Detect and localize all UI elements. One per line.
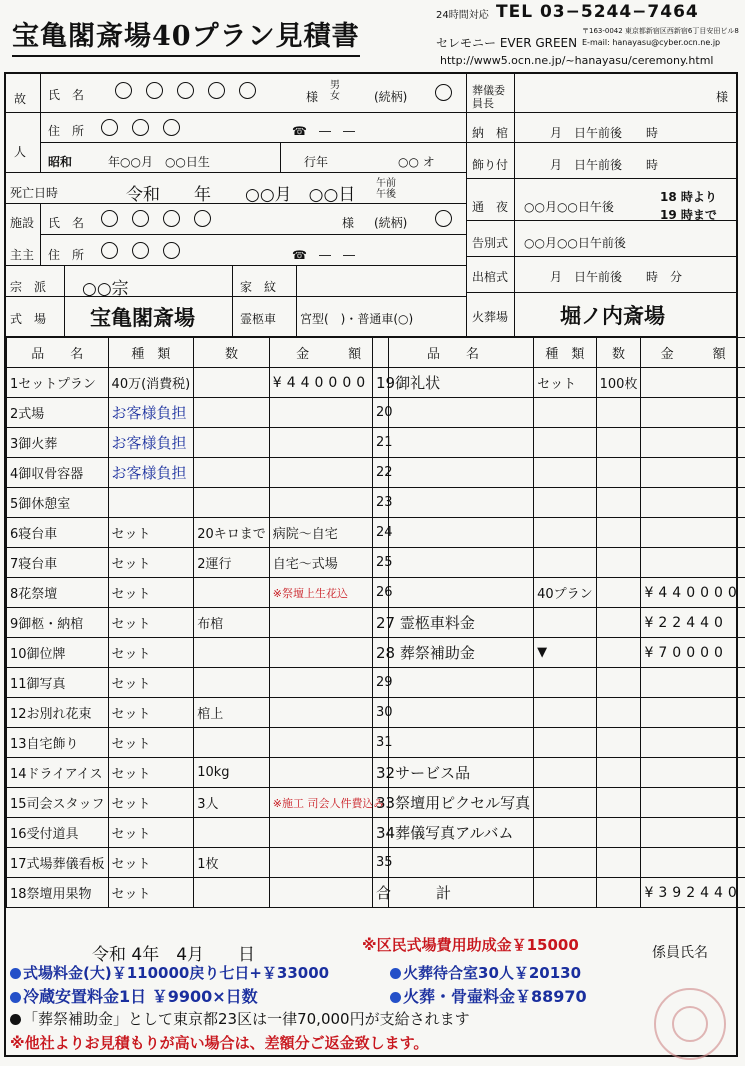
item-name-cell: 4御収骨容器 <box>7 458 109 488</box>
item-name-cell: 24 <box>373 518 534 548</box>
phone-field: ☎ ― ― <box>292 124 355 138</box>
item-qty-cell: 布棺 <box>194 608 270 638</box>
item-name-cell: 16受付道具 <box>7 818 109 848</box>
grid-line <box>466 178 736 179</box>
tsuya-from: 18 時より <box>660 190 717 204</box>
table-row <box>373 668 745 698</box>
item-qty-cell <box>194 458 270 488</box>
item-amount-cell: ¥440000 <box>269 368 388 398</box>
item-amount-cell: ¥392440 <box>641 878 745 908</box>
item-qty-cell <box>194 368 270 398</box>
subsidy-note: ※区民式場費用助成金￥15000 <box>362 936 579 954</box>
grid-line <box>64 265 65 336</box>
item-amount-cell <box>269 818 388 848</box>
item-type-cell: お客様負担 <box>108 428 194 458</box>
item-qty-cell <box>194 428 270 458</box>
item-type-cell: セット <box>108 788 194 818</box>
item-name-cell: 33祭壇用ピクセル写真 <box>373 788 534 818</box>
item-amount-cell: ¥440000 <box>641 578 745 608</box>
item-amount-cell: ¥70000 <box>641 638 745 668</box>
table-row <box>7 368 389 398</box>
company-email: E-mail: hanayasu@cyber.ocn.ne.jp <box>582 38 721 47</box>
item-amount-cell <box>269 428 388 458</box>
item-name-cell: 11御写真 <box>7 668 109 698</box>
item-name-cell: 17式場葬儀看板 <box>7 848 109 878</box>
item-name-cell: 32サービス品 <box>373 758 534 788</box>
table-row <box>373 608 745 638</box>
item-type-cell: セット <box>108 608 194 638</box>
grid-line <box>40 142 466 143</box>
applicant-name-label: 氏 名 <box>48 216 85 230</box>
table-row <box>373 428 745 458</box>
grid-line <box>466 74 467 336</box>
table-row <box>7 758 389 788</box>
table-row <box>373 788 745 818</box>
item-type-cell <box>534 548 597 578</box>
item-type-cell: セット <box>108 758 194 788</box>
tsuya-label: 通 夜 <box>472 200 509 214</box>
item-type-cell: ▼ <box>534 638 597 668</box>
item-name-cell: 31 <box>373 728 534 758</box>
item-name-cell: 25 <box>373 548 534 578</box>
crest-label: 家 紋 <box>240 280 277 294</box>
kazari-label: 飾り付 <box>472 158 509 172</box>
item-type-cell: セット <box>108 878 194 908</box>
bullet-icon <box>10 1014 21 1025</box>
item-amount-cell <box>269 488 388 518</box>
sama-label: 様 <box>306 90 319 104</box>
table-row <box>7 818 389 848</box>
item-amount-cell: 自宅〜式場 <box>269 548 388 578</box>
grid-line <box>6 172 466 173</box>
death-label: 死亡日時 <box>10 186 59 200</box>
item-amount-cell <box>269 758 388 788</box>
address-circles <box>94 119 187 136</box>
bullet-icon <box>10 968 21 979</box>
table-row <box>373 698 745 728</box>
item-type-cell <box>534 788 597 818</box>
item-qty-cell: 20キロまで <box>194 518 270 548</box>
item-type-cell <box>534 458 597 488</box>
item-qty-cell <box>596 698 641 728</box>
table-row <box>373 818 745 848</box>
item-name-cell: 19御礼状 <box>373 368 534 398</box>
item-amount-cell <box>641 518 745 548</box>
table-header-row <box>7 338 389 368</box>
item-qty-cell <box>596 638 641 668</box>
table-header-row <box>373 338 745 368</box>
item-amount-cell <box>269 398 388 428</box>
item-type-cell: セット <box>108 578 194 608</box>
item-name-cell: 35 <box>373 848 534 878</box>
note-waiting-room: 火葬待合室30人￥20130 <box>390 962 581 983</box>
applicant-relation-circle <box>428 210 459 227</box>
table-row <box>373 398 745 428</box>
note-venue-fee: 式場料金(大)￥110000戻り七日+￥33000 <box>10 962 329 983</box>
item-amount-cell: 病院〜自宅 <box>269 518 388 548</box>
table-row <box>7 398 389 428</box>
item-name-cell: 合 計 <box>373 878 534 908</box>
col-header-qty: 数 <box>596 338 641 368</box>
grid-line <box>466 142 736 143</box>
col-header-type: 種 類 <box>534 338 597 368</box>
item-qty-cell <box>194 488 270 518</box>
note-refund: ※他社よりお見積もりが高い場合は、差額分ご返金致します。 <box>10 1034 429 1052</box>
table-row <box>7 548 389 578</box>
table-row <box>373 848 745 878</box>
item-amount-cell <box>269 638 388 668</box>
item-qty-cell: 10kg <box>194 758 270 788</box>
hearse-label: 霊柩車 <box>240 312 277 326</box>
table-row <box>373 458 745 488</box>
grid-line <box>6 112 466 113</box>
item-amount-cell <box>641 428 745 458</box>
col-header-amount: 金 額 <box>269 338 388 368</box>
applicant-relation: (続柄) <box>374 216 408 230</box>
hours-label: 24時間対応 <box>436 10 489 21</box>
table-row <box>7 428 389 458</box>
tsuya-date: ○○月○○日午後 <box>524 200 614 214</box>
item-qty-cell: 棺上 <box>194 698 270 728</box>
address-label: 住 所 <box>48 124 85 138</box>
item-name-cell: 10御位牌 <box>7 638 109 668</box>
item-name-cell: 14ドライアイス <box>7 758 109 788</box>
nokan-date: 月 日午前後 時 <box>550 126 659 140</box>
item-name-cell: 6寝台車 <box>7 518 109 548</box>
item-amount-cell <box>641 698 745 728</box>
grid-line <box>466 256 736 257</box>
item-name-cell: 34葬儀写真アルバム <box>373 818 534 848</box>
item-name-cell: 29 <box>373 668 534 698</box>
venue-value: 宝亀閣斎場 <box>90 305 195 330</box>
item-amount-cell <box>641 548 745 578</box>
item-amount-cell: ※祭壇上生花込 <box>269 578 388 608</box>
table-row <box>7 698 389 728</box>
col-header-qty: 数 <box>194 338 270 368</box>
item-type-cell: 40万(消費税) <box>108 368 194 398</box>
company-seal <box>654 988 726 1060</box>
item-name-cell: 26 <box>373 578 534 608</box>
item-amount-cell <box>641 848 745 878</box>
grid-line <box>232 265 233 336</box>
item-name-cell: 28 葬祭補助金 <box>373 638 534 668</box>
table-row <box>7 668 389 698</box>
item-qty-cell <box>596 458 641 488</box>
venue-label: 式 場 <box>10 312 47 326</box>
kokubetsu-label: 告別式 <box>472 236 509 250</box>
col-header-amount: 金 額 <box>641 338 745 368</box>
item-amount-cell: ¥22440 <box>641 608 745 638</box>
item-type-cell <box>534 518 597 548</box>
name-circles <box>108 82 263 99</box>
item-amount-cell <box>641 758 745 788</box>
item-name-cell: 5御休憩室 <box>7 488 109 518</box>
table-row <box>373 578 745 608</box>
item-amount-cell <box>269 848 388 878</box>
document-title: 宝亀閣斎場40プラン見積書 <box>12 14 360 57</box>
item-qty-cell <box>596 878 641 908</box>
table-row <box>373 638 745 668</box>
item-name-cell: 27 霊柩車料金 <box>373 608 534 638</box>
table-row <box>7 728 389 758</box>
table-row <box>373 368 745 398</box>
item-qty-cell <box>596 608 641 638</box>
item-name-cell: 20 <box>373 398 534 428</box>
applicant-address-label: 住 所 <box>48 248 85 262</box>
item-name-cell: 8花祭壇 <box>7 578 109 608</box>
company-url: http://www5.ocn.ne.jp/~hanayasu/ceremony.html <box>440 54 714 67</box>
era-label: 昭和 <box>48 155 73 169</box>
deceased-label: 故 <box>14 92 27 106</box>
item-type-cell <box>534 848 597 878</box>
item-qty-cell: 1枚 <box>194 848 270 878</box>
item-type-cell <box>534 698 597 728</box>
item-amount-cell <box>269 668 388 698</box>
grid-line <box>40 203 41 265</box>
item-type-cell <box>534 818 597 848</box>
table-row <box>7 458 389 488</box>
chief-label: 主主 <box>10 248 35 262</box>
table-row <box>7 608 389 638</box>
item-type-cell: お客様負担 <box>108 458 194 488</box>
birth-date: 年○○月 ○○日生 <box>108 155 210 169</box>
item-amount-cell <box>641 458 745 488</box>
item-type-cell <box>534 398 597 428</box>
grid-line <box>40 234 466 235</box>
table-row <box>373 518 745 548</box>
bullet-icon <box>390 968 401 979</box>
item-qty-cell <box>194 878 270 908</box>
item-qty-cell <box>596 578 641 608</box>
grid-line <box>6 265 466 266</box>
col-header-item: 品 名 <box>7 338 109 368</box>
table-row <box>373 488 745 518</box>
item-type-cell: お客様負担 <box>108 398 194 428</box>
staff-label: 係員氏名 <box>652 945 708 961</box>
table-row <box>7 638 389 668</box>
company-address: 〒163-0042 東京都新宿区西新宿6丁目安田ビル8 <box>582 27 739 35</box>
sect-value: ○○宗 <box>82 279 129 299</box>
item-name-cell: 1セットプラン <box>7 368 109 398</box>
item-qty-cell <box>194 818 270 848</box>
item-qty-cell <box>596 548 641 578</box>
item-amount-cell <box>269 728 388 758</box>
relation-label: (続柄) <box>374 90 408 104</box>
item-type-cell <box>534 878 597 908</box>
item-qty-cell <box>194 578 270 608</box>
item-name-cell: 7寝台車 <box>7 548 109 578</box>
item-qty-cell <box>596 758 641 788</box>
item-name-cell: 30 <box>373 698 534 728</box>
applicant-address-circles <box>94 242 187 259</box>
item-qty-cell <box>596 428 641 458</box>
item-name-cell: 15司会スタッフ <box>7 788 109 818</box>
item-amount-cell <box>269 458 388 488</box>
table-row <box>373 548 745 578</box>
committee-label: 葬儀委員長 <box>472 84 505 110</box>
item-amount-cell <box>641 728 745 758</box>
item-amount-cell: ※施工 司会人件費込み <box>269 788 388 818</box>
item-type-cell: セット <box>108 848 194 878</box>
item-amount-cell <box>641 398 745 428</box>
item-name-cell: 9御柩・納棺 <box>7 608 109 638</box>
item-type-cell <box>534 428 597 458</box>
col-header-type: 種 類 <box>108 338 194 368</box>
item-type-cell: セット <box>108 818 194 848</box>
item-qty-cell <box>194 728 270 758</box>
table-row <box>7 788 389 818</box>
death-ampm: 午前 午後 <box>376 178 396 200</box>
crem-value: 堀ノ内斎場 <box>560 303 665 328</box>
note-subsidy: 「葬祭補助金」として東京都23区は一律70,000円が支給されます <box>10 1008 470 1029</box>
grid-line <box>296 265 297 336</box>
item-qty-cell <box>596 818 641 848</box>
item-type-cell <box>534 668 597 698</box>
item-name-cell: 2式場 <box>7 398 109 428</box>
item-type-cell: 40プラン <box>534 578 597 608</box>
kokubetsu-date: ○○月○○日午前後 <box>524 236 626 250</box>
items-table-right <box>372 337 745 908</box>
applicant-phone: ☎ ― ― <box>292 248 355 262</box>
shukkan-label: 出棺式 <box>472 270 509 284</box>
name-label: 氏 名 <box>48 88 85 102</box>
item-type-cell <box>108 488 194 518</box>
item-name-cell: 3御火葬 <box>7 428 109 458</box>
item-amount-cell <box>641 818 745 848</box>
item-name-cell: 21 <box>373 428 534 458</box>
item-qty-cell <box>194 668 270 698</box>
nokan-label: 納 棺 <box>472 126 509 140</box>
item-type-cell: セット <box>108 668 194 698</box>
hearse-value: 宮型( )・普通車(○) <box>300 312 414 326</box>
item-qty-cell <box>596 788 641 818</box>
item-type-cell <box>534 728 597 758</box>
table-row <box>7 488 389 518</box>
table-row <box>373 878 745 908</box>
item-qty-cell <box>596 848 641 878</box>
item-name-cell: 23 <box>373 488 534 518</box>
item-name-cell: 13自宅飾り <box>7 728 109 758</box>
item-qty-cell <box>596 668 641 698</box>
item-amount-cell <box>269 698 388 728</box>
table-row <box>7 578 389 608</box>
item-type-cell: セット <box>108 698 194 728</box>
crem-label: 火葬場 <box>472 310 509 324</box>
death-date: 令和 年 ○○月 ○○日 <box>126 185 356 205</box>
grid-line <box>466 112 736 113</box>
item-name-cell: 12お別れ花束 <box>7 698 109 728</box>
item-type-cell: セット <box>108 548 194 578</box>
gender-label: 男女 <box>330 80 340 102</box>
table-row <box>7 878 389 908</box>
item-amount-cell <box>269 878 388 908</box>
item-qty-cell <box>194 398 270 428</box>
grid-line <box>6 296 466 297</box>
item-qty-cell: 2運行 <box>194 548 270 578</box>
company-name: セレモニー EVER GREEN <box>436 36 578 50</box>
shukkan-date: 月 日午前後 時 分 <box>550 270 683 284</box>
applicant-label: 施設 <box>10 216 35 230</box>
grid-line <box>466 292 736 293</box>
kazari-date: 月 日午前後 時 <box>550 158 659 172</box>
item-qty-cell: 3人 <box>194 788 270 818</box>
item-qty-cell <box>194 638 270 668</box>
bullet-icon <box>10 992 21 1003</box>
table-row <box>373 758 745 788</box>
item-amount-cell <box>269 608 388 638</box>
item-type-cell <box>534 758 597 788</box>
item-name-cell: 18祭壇用果物 <box>7 878 109 908</box>
item-qty-cell <box>596 518 641 548</box>
sect-label: 宗 派 <box>10 280 47 294</box>
relation-circle <box>428 84 459 101</box>
bullet-icon <box>390 992 401 1003</box>
estimate-date: 令和 4年 4月 日 <box>92 945 256 965</box>
note-cold-storage: 冷蔵安置料金1日 ￥9900×日数 <box>10 984 258 1007</box>
item-qty-cell <box>596 728 641 758</box>
item-qty-cell <box>596 488 641 518</box>
grid-line <box>514 74 515 336</box>
col-header-item: 品 名 <box>373 338 534 368</box>
grid-line <box>280 142 281 172</box>
table-row <box>7 518 389 548</box>
phone-number: TEL 03−5244−7464 <box>496 2 699 22</box>
item-type-cell <box>534 488 597 518</box>
item-type-cell: セット <box>108 518 194 548</box>
item-amount-cell <box>641 488 745 518</box>
age-value: ○○ オ <box>398 155 435 169</box>
tsuya-to: 19 時まで <box>660 208 717 222</box>
item-type-cell <box>534 608 597 638</box>
item-amount-cell <box>641 668 745 698</box>
item-qty-cell: 100枚 <box>596 368 641 398</box>
item-amount-cell <box>641 788 745 818</box>
table-row <box>7 848 389 878</box>
item-amount-cell <box>641 368 745 398</box>
note-cremation-fee: 火葬・骨壷料金￥88970 <box>390 984 587 1007</box>
items-table-left <box>6 337 389 908</box>
item-type-cell: セット <box>108 638 194 668</box>
table-row <box>373 728 745 758</box>
age-label: 行年 <box>304 155 329 169</box>
applicant-circles <box>94 210 218 227</box>
grid-line <box>40 74 41 172</box>
item-qty-cell <box>596 398 641 428</box>
committee-sama: 様 <box>716 90 729 104</box>
item-type-cell: セット <box>534 368 597 398</box>
item-name-cell: 22 <box>373 458 534 488</box>
item-type-cell: セット <box>108 728 194 758</box>
person-label: 人 <box>14 145 27 159</box>
applicant-sama: 様 <box>342 216 355 230</box>
